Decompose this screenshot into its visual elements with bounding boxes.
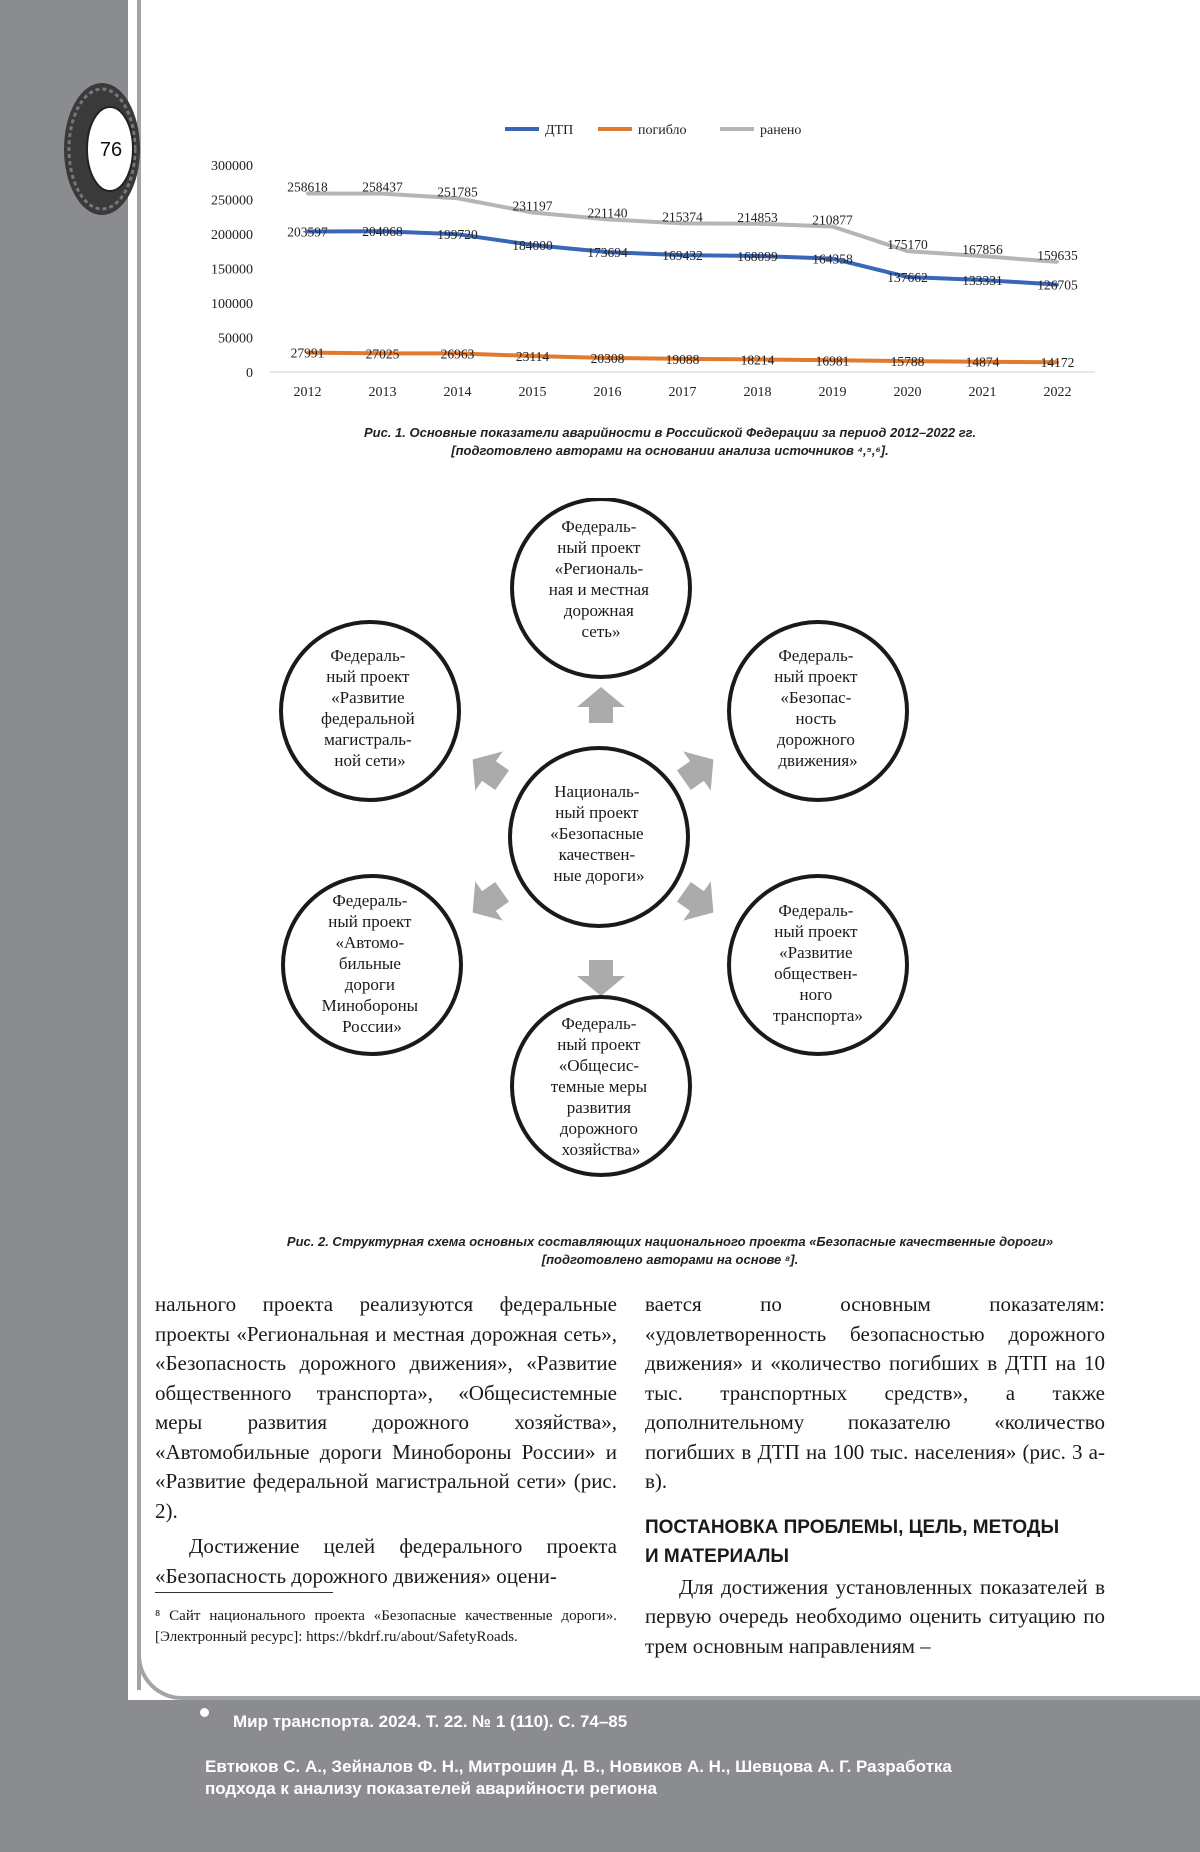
x-tick-label: 2016: [593, 385, 622, 400]
x-tick-label: 2018: [743, 385, 772, 400]
journal-citation: Мир транспорта. 2024. Т. 22. № 1 (110). С. 74–85: [233, 1712, 628, 1731]
data-label: 27991: [290, 345, 325, 361]
x-tick-label: 2020: [893, 385, 922, 400]
data-label: 184000: [512, 238, 553, 254]
arrow-upper-right-icon: [670, 740, 727, 800]
paragraph: Достижение целей федерального проекта «Безопасность дорожного движения» оцени-: [155, 1534, 617, 1588]
data-label: 167856: [962, 242, 1003, 258]
data-label: 133331: [962, 273, 1003, 289]
top-project-label: Федераль- ный проект «Региональ- ная и местная дорожная сеть»: [548, 517, 649, 641]
data-label: 204068: [362, 224, 403, 240]
left-margin-band: [0, 0, 128, 1852]
bullet-icon: [200, 1708, 209, 1717]
arrow-upper-left-icon: [459, 740, 516, 800]
data-label: 159635: [1037, 247, 1078, 263]
data-label: 221140: [587, 205, 628, 221]
authors-line2: подхода к анализу показателей аварийности региона: [205, 1779, 658, 1798]
lower-left-project-label: Федераль- ный проект «Автомо- бильные дороги Минобороны России»: [321, 891, 419, 1036]
x-tick-label: 2014: [443, 385, 472, 400]
x-tick-label: 2021: [968, 385, 997, 400]
footnote: ⁸ Сайт национального проекта «Безопасные качественные дороги». [Электронный ресурс]: https://bkdrf.ru/about/SafetyRoads.: [155, 1608, 617, 1645]
data-label: 251785: [437, 184, 478, 200]
legend-label: ДТП: [545, 123, 574, 138]
section-heading: [645, 1513, 1105, 1571]
x-tick-label: 2012: [293, 385, 322, 400]
figure1-caption-line2: [подготовлено авторами на основании анализа источников ⁴,⁵,⁶].: [451, 443, 889, 458]
page-footer: [0, 1700, 1200, 1852]
y-tick-label: 150000: [211, 262, 253, 278]
data-label: 164358: [812, 251, 853, 267]
upper-right-project-label: Федераль- ный проект «Безопас- ность дорожного движения»: [774, 646, 858, 770]
data-label: 19088: [665, 351, 700, 367]
data-label: 27025: [365, 346, 400, 362]
data-label: 258437: [362, 179, 403, 195]
right-text-column: [645, 1290, 1105, 1661]
data-label: 26963: [440, 346, 475, 362]
arrow-lower-right-icon: [670, 872, 727, 932]
x-tick-label: 2017: [668, 385, 697, 400]
data-label: 23114: [515, 349, 550, 365]
bottom-project-label: Федераль- ный проект «Общесис- темные меры развития дорожного хозяйства»: [550, 1014, 648, 1159]
y-tick-label: 50000: [218, 331, 253, 347]
authors-line1: Евтюков С. А., Зейналов Ф. Н., Митрошин Д. В., Новиков А. Н., Шевцова А. Г. Разработка: [205, 1757, 952, 1776]
page-number: 76: [99, 139, 123, 161]
data-label: 14874: [965, 354, 1000, 370]
footnote-separator: [155, 1592, 333, 1593]
data-label: 20308: [590, 350, 625, 366]
y-tick-label: 200000: [211, 228, 253, 243]
data-label: 137662: [887, 270, 928, 286]
figure1-caption: [150, 424, 1190, 460]
data-label: 168099: [737, 249, 778, 265]
data-label: 258618: [287, 179, 328, 195]
upper-left-project-label: Федераль- ный проект «Развитие федеральной магистраль- ной сети»: [321, 646, 415, 770]
paragraph: Для достижения установленных показателей в первую очередь необходимо оценить ситуацию по трем основным направлениям –: [645, 1574, 1105, 1658]
data-label: 214853: [737, 209, 778, 225]
national-project-structure-diagram: [260, 498, 940, 1188]
data-label: 169432: [662, 248, 703, 264]
figure2-caption: [150, 1233, 1190, 1269]
arrow-up-icon: [577, 687, 625, 723]
margin-rule: [137, 0, 141, 1690]
accident-indicators-line-chart: [180, 110, 1120, 410]
data-label: 14172: [1040, 355, 1075, 371]
figure2-caption-line1: Рис. 2. Структурная схема основных составляющих национального проекта «Безопасные качественные дороги»: [286, 1234, 1054, 1249]
left-text-column: [155, 1290, 617, 1591]
data-label: 15788: [890, 354, 925, 370]
article-authors-title: [205, 1756, 1105, 1800]
paragraph: вается по основным показателям: «удовлетворенность безопасностью дорожного движения» и «количество погибших в ДТП на 10 тыс. транспортных средств», а также дополнительному показателю «количество погибших в ДТП на 100 тыс. населения» (рис. 3 а-в).: [645, 1292, 1105, 1493]
y-tick-label: 100000: [211, 297, 253, 312]
y-tick-label: 300000: [211, 159, 253, 174]
section-heading-line1: ПОСТАНОВКА ПРОБЛЕМЫ, ЦЕЛЬ, МЕТОДЫ: [645, 1516, 1060, 1538]
legend-label: ранено: [760, 123, 802, 138]
data-label: 203597: [287, 224, 328, 240]
y-tick-label: 250000: [211, 193, 253, 209]
arrow-lower-left-icon: [459, 872, 516, 932]
data-label: 173694: [587, 245, 628, 261]
data-label: 175170: [887, 237, 928, 253]
data-label: 16981: [815, 353, 850, 369]
data-label: 231197: [512, 198, 553, 214]
figure1-caption-line1: Рис. 1. Основные показатели аварийности в Российской Федерации за период 2012–2022 гг.: [363, 425, 977, 440]
footer-curve: [137, 1655, 1200, 1700]
section-heading-line2: И МАТЕРИАЛЫ: [645, 1545, 790, 1567]
tire-page-number-icon: [54, 82, 140, 216]
x-tick-label: 2019: [818, 385, 847, 400]
data-label: 199720: [437, 227, 478, 243]
data-label: 18214: [740, 352, 775, 368]
x-tick-label: 2013: [368, 385, 397, 400]
y-tick-label: 0: [246, 366, 253, 381]
data-label: 210877: [812, 212, 853, 228]
data-label: 215374: [662, 209, 703, 225]
figure2-caption-line2: [подготовлено авторами на основе ⁸].: [541, 1252, 799, 1267]
x-tick-label: 2015: [518, 385, 547, 400]
paragraph: нального проекта реализуются федеральные проекты «Региональная и местная дорожная сеть», «Безопасность дорожного движения», «Развитие общественного транспорта», «Общесистемные меры развития дорожного хозяйства», «Автомобильные дороги Минобороны России» и «Развитие федеральной магистральной сети» (рис. 2).: [155, 1292, 617, 1523]
legend-label: погибло: [638, 123, 687, 138]
arrow-down-icon: [577, 960, 625, 996]
x-tick-label: 2022: [1043, 385, 1072, 400]
center-project-label: Националь- ный проект «Безопасные качествен- ные дороги»: [550, 782, 645, 885]
lower-right-project-label: Федераль- ный проект «Развитие обществен- ного транспорта»: [773, 901, 863, 1025]
data-label: 126705: [1037, 277, 1078, 293]
